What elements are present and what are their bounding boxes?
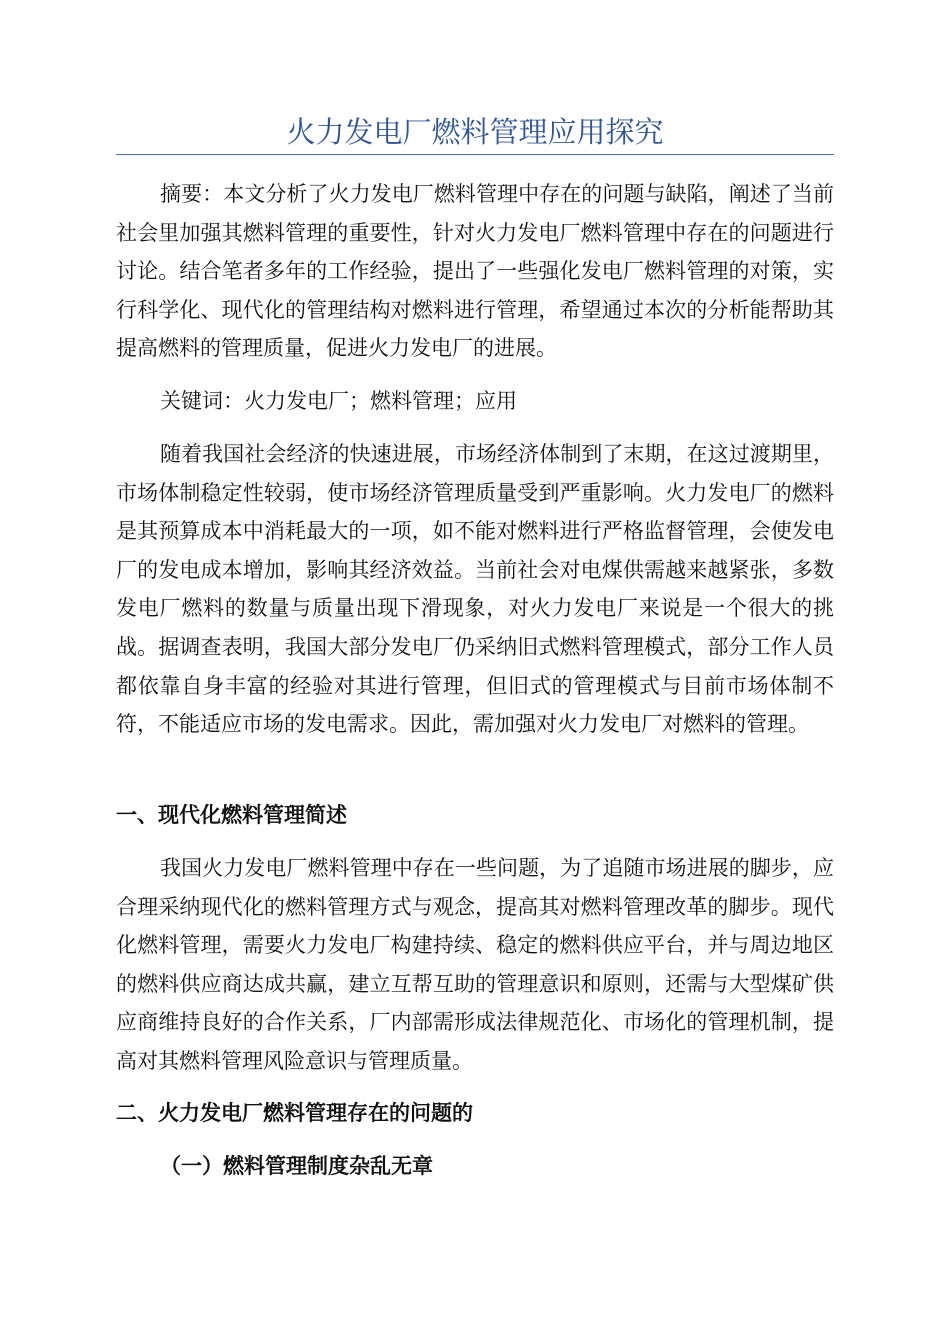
document-title: 火力发电厂燃料管理应用探究 — [286, 115, 664, 149]
section-heading-1: 一、现代化燃料管理简述 — [116, 802, 347, 827]
section1-paragraph: 我国火力发电厂燃料管理中存在一些问题，为了追随市场进展的脚步，应合理采纳现代化的燃料管理方式与观念，提高其对燃料管理改革的脚步。现代化燃料管理，需要火力发电厂构建持续、稳定的燃料供应平台，并与周边地区的燃料供应商达成共赢，建立互帮互助的管理意识和原则，还需与大型煤矿供应商维持良好的合作关系，厂内部需形成法律规范化、市场化的管理机制，提高对其燃料管理风险意识与管理质量。 — [116, 856, 834, 1073]
abstract-paragraph: 摘要：本文分析了火力发电厂燃料管理中存在的问题与缺陷，阐述了当前社会里加强其燃料管理的重要性，针对火力发电厂燃料管理中存在的问题进行讨论。结合笔者多年的工作经验，提出了一些强化发电厂燃料管理的对策，实行科学化、现代化的管理结构对燃料进行管理，希望通过本次的分析能帮助其提高燃料的管理质量，促进火力发电厂的进展。 — [116, 182, 834, 361]
keywords-line: 关键词：火力发电厂；燃料管理；应用 — [160, 389, 517, 413]
intro-paragraph: 随着我国社会经济的快速进展，市场经济体制到了末期，在这过渡期里，市场体制稳定性较弱，使市场经济管理质量受到严重影响。火力发电厂的燃料是其预算成本中消耗最大的一项，如不能对燃料进行严格监督管理，会使发电厂的发电成本增加，影响其经济效益。当前社会对电煤供需越来越紧张，多数发电厂燃料的数量与质量出现下滑现象，对火力发电厂来说是一个很大的挑战。据调查表明，我国大部分发电厂仍采纳旧式燃料管理模式，部分工作人员都依靠自身丰富的经验对其进行管理，但旧式的管理模式与目前市场体制不符，不能适应市场的发电需求。因此，需加强对火力发电厂对燃料的管理。 — [116, 442, 834, 737]
title-underline — [116, 154, 834, 155]
section-heading-2: 二、火力发电厂燃料管理存在的问题的 — [116, 1100, 473, 1125]
subsection-heading-2-1: （一）燃料管理制度杂乱无章 — [160, 1153, 433, 1178]
